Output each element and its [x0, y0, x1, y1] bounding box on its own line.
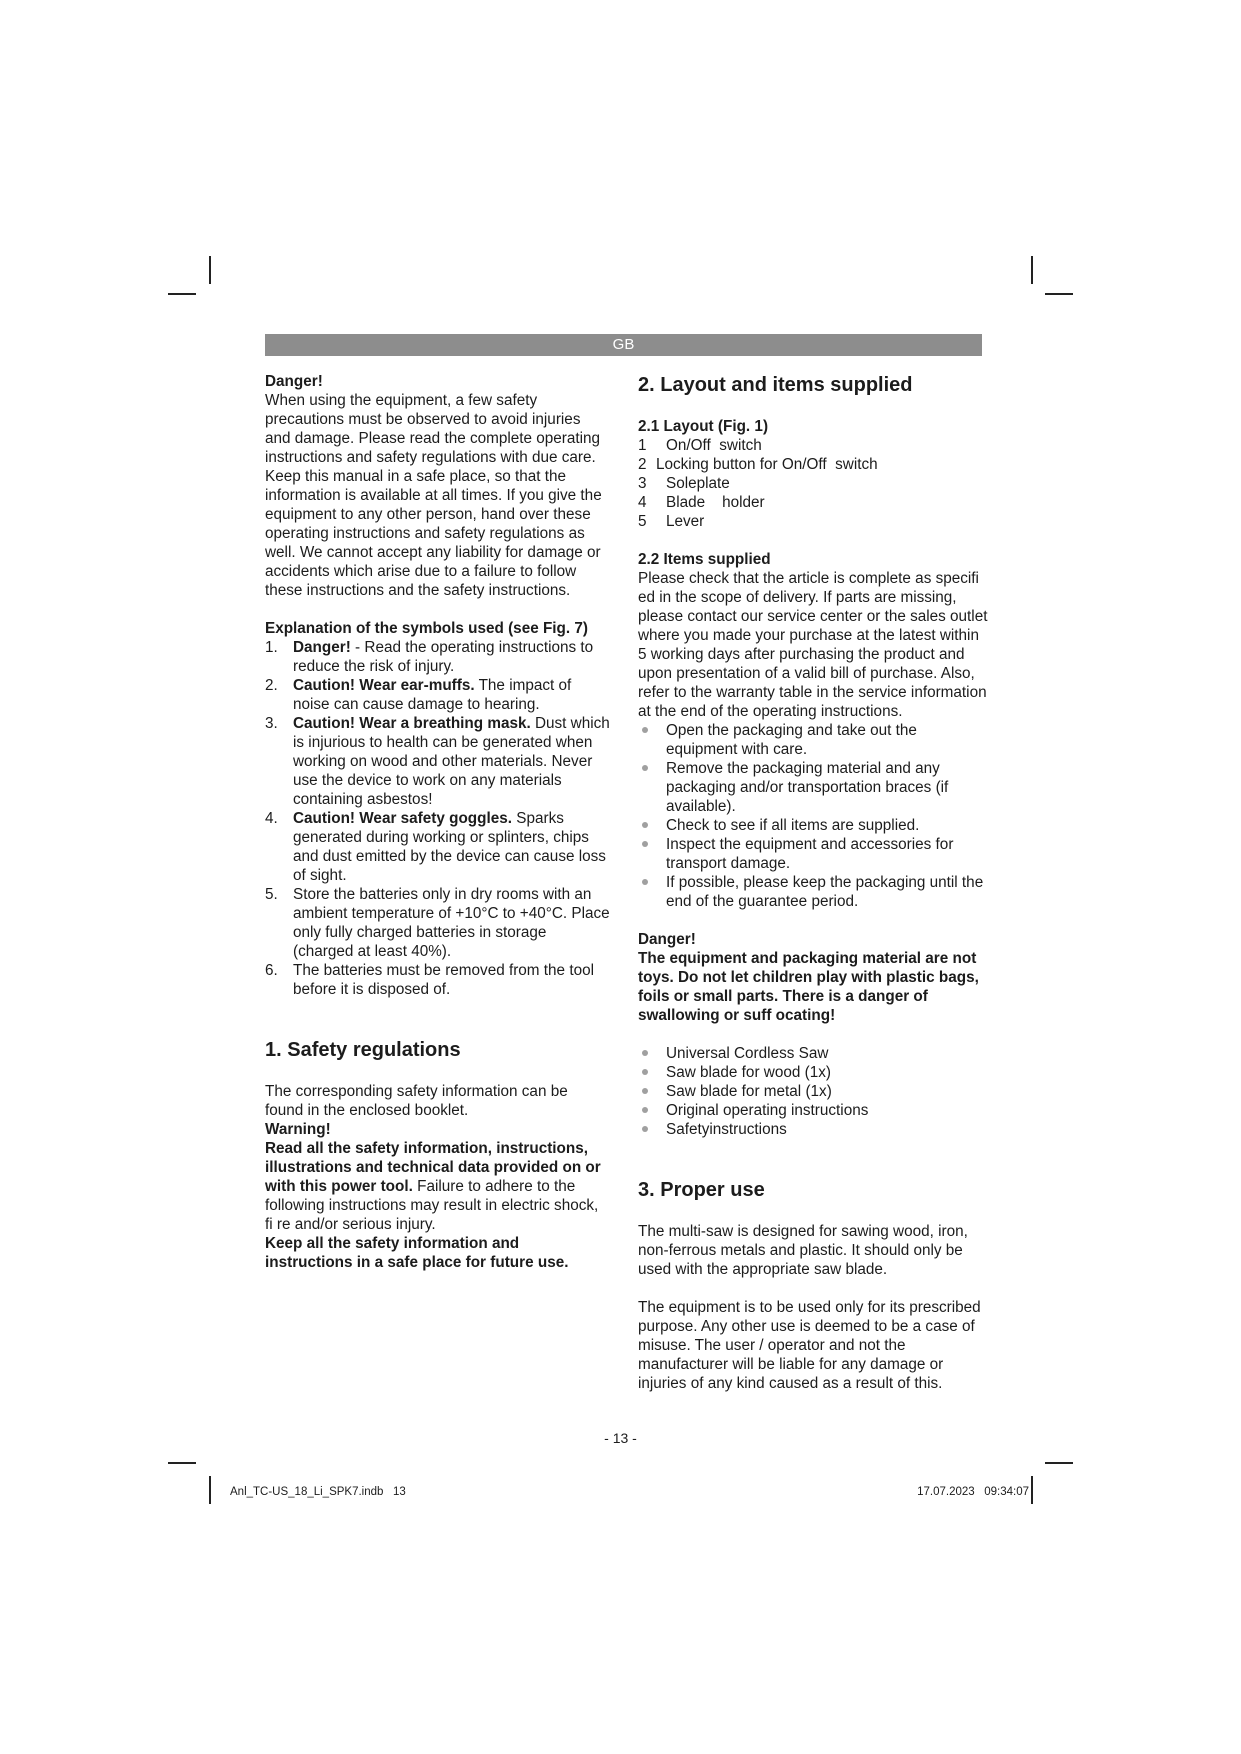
bullet-icon	[642, 727, 648, 733]
footer-filename: Anl_TC-US_18_Li_SPK7.indb 13	[230, 1486, 406, 1498]
bullet-icon	[642, 841, 648, 847]
language-header-bar: GB	[265, 334, 982, 356]
bullet-icon	[642, 765, 648, 771]
list-item: Check to see if all items are supplied.	[638, 816, 988, 835]
crop-mark	[168, 293, 196, 295]
symbol-item: 2. Caution! Wear ear-muffs. The impact of noise can cause damage to hearing.	[265, 677, 572, 713]
symbol-item: 5. Store the batteries only in dry rooms with an ambient temperature of +10°C to +40°C. Place only fully charged batteries in storage (charged at least 40%).	[265, 886, 610, 960]
crop-mark	[168, 1462, 196, 1464]
list-item: Saw blade for wood (1x)	[638, 1063, 988, 1082]
bullet-icon	[642, 1107, 648, 1113]
keep-instructions-text: Keep all the safety information and instructions in a safe place for future use.	[265, 1235, 569, 1271]
layout-item: 2 Locking button for On/Off switch	[638, 456, 878, 473]
layout-item: 3 Soleplate	[638, 475, 730, 492]
danger-paragraph-2: The equipment and packaging material are not toys. Do not let children play with plastic bags, foils or small parts. There is a danger of swallowing or suff ocating!	[638, 950, 979, 1024]
symbol-item: 6. The batteries must be removed from the tool before it is disposed of.	[265, 962, 594, 998]
list-item: Original operating instructions	[638, 1101, 988, 1120]
layout-item: 1 On/Off switch	[638, 437, 762, 454]
layout-list	[638, 436, 988, 531]
layout-subheading: 2.1 Layout (Fig. 1)	[638, 418, 769, 435]
list-item: Universal Cordless Saw	[638, 1044, 988, 1063]
bullet-icon	[642, 879, 648, 885]
bullet-icon	[642, 1088, 648, 1094]
items-supplied-list	[638, 1044, 988, 1139]
symbols-heading: Explanation of the symbols used (see Fig. 7)	[265, 620, 588, 637]
symbol-item: 3. Caution! Wear a breathing mask. Dust which is injurious to health can be generated when working on wood and other materials. Never use the device to work on any materials containing asbestos!	[265, 715, 610, 808]
left-column	[265, 372, 610, 1272]
list-item: Safetyinstructions	[638, 1120, 988, 1139]
right-column	[638, 372, 988, 1393]
symbol-item: 1. Danger! - Read the operating instructions to reduce the risk of injury.	[265, 639, 594, 675]
crop-mark	[1031, 256, 1033, 284]
list-item: Open the packaging and take out the equipment with care.	[638, 721, 988, 759]
symbols-list	[265, 638, 610, 999]
danger-heading-2: Danger!	[638, 931, 696, 948]
bullet-icon	[642, 822, 648, 828]
supplied-subheading: 2.2 Items supplied	[638, 551, 771, 568]
bullet-icon	[642, 1050, 648, 1056]
layout-item: 5 Lever	[638, 513, 705, 530]
proper-use-paragraph-2: The equipment is to be used only for its prescribed purpose. Any other use is deemed to be a case of misuse. The user / operator and not the manufacturer will be liable for any damage or injuries of any kind caused as a result of this.	[638, 1299, 981, 1392]
footer-timestamp: 17.07.2023 09:34:07	[917, 1486, 1029, 1498]
crop-mark	[1045, 293, 1073, 295]
unpacking-steps-list	[638, 721, 988, 911]
crop-mark	[209, 1476, 211, 1504]
danger-heading: Danger!	[265, 373, 323, 390]
list-item: If possible, please keep the packaging until the end of the guarantee period.	[638, 873, 988, 911]
crop-mark	[1045, 1462, 1073, 1464]
bullet-icon	[642, 1069, 648, 1075]
safety-paragraph: The corresponding safety information can be found in the enclosed booklet.	[265, 1083, 568, 1119]
list-item: Inspect the equipment and accessories for transport damage.	[638, 835, 988, 873]
section-heading-safety: 1. Safety regulations	[265, 1039, 461, 1061]
symbol-item: 4. Caution! Wear safety goggles. Sparks generated during working or splinters, chips and dust emitted by the device can cause loss of sight.	[265, 810, 606, 884]
section-heading-proper-use: 3. Proper use	[638, 1179, 765, 1201]
list-item: Remove the packaging material and any packaging and/or transportation braces (if available).	[638, 759, 988, 816]
proper-use-paragraph-1: The multi-saw is designed for sawing wood, iron, non-ferrous metals and plastic. It should only be used with the appropriate saw blade.	[638, 1223, 968, 1278]
section-heading-layout: 2. Layout and items supplied	[638, 374, 913, 396]
page-number: - 13 -	[604, 1430, 637, 1446]
layout-item: 4 Blade holder	[638, 494, 765, 511]
warning-paragraph: Read all the safety information, instructions, illustrations and technical data provided on or with this power tool. Failure to adhere to the following instructions may result in electric shock, fi re and/or serious injury.	[265, 1140, 601, 1233]
warning-heading: Warning!	[265, 1121, 331, 1138]
bullet-icon	[642, 1126, 648, 1132]
supplied-paragraph: Please check that the article is complete as specifi ed in the scope of delivery. If parts are missing, please contact our service center or the sales outlet where you made your purchase at the latest within 5 working days after purchasing the product and upon presentation of a valid bill of purchase. Also, refer to the warranty table in the service information at the end of the operating instructions.	[638, 570, 988, 720]
crop-mark	[209, 256, 211, 284]
crop-mark	[1031, 1476, 1033, 1504]
list-item: Saw blade for metal (1x)	[638, 1082, 988, 1101]
danger-paragraph: When using the equipment, a few safety precautions must be observed to avoid injuries and damage. Please read the complete operating instructions and safety regulations with due care. Keep this manual in a safe place, so that the information is available at all times. If you give the equipment to any other person, hand over these operating instructions and safety regulations as well. We cannot accept any liability for damage or accidents which arise due to a failure to follow these instructions and the safety instructions.	[265, 392, 602, 599]
